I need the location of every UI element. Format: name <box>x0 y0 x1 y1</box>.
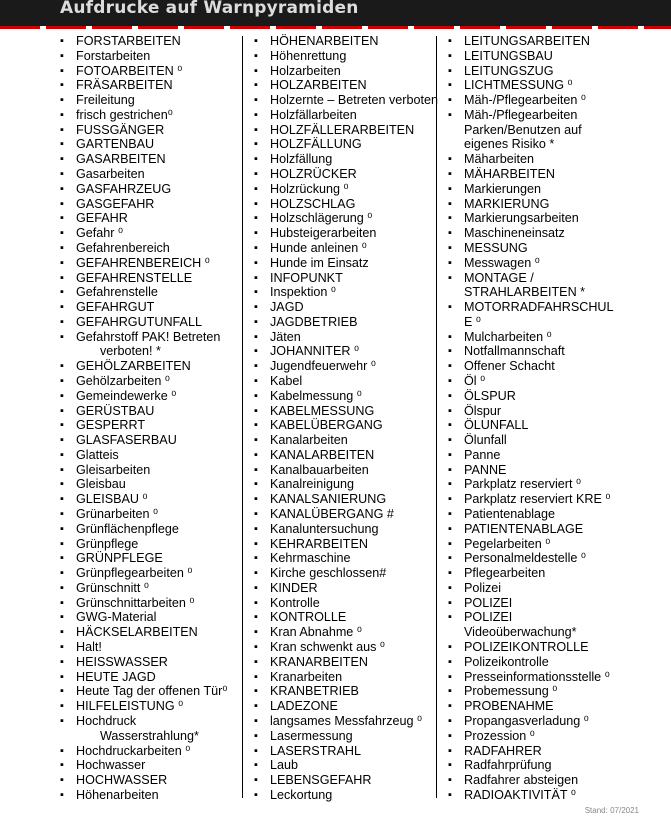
list-item: ▪ frisch gestrichen⁰ <box>60 108 255 123</box>
list-item: ▪ Kehrmaschine <box>254 551 449 566</box>
list-item: ▪ Kranarbeiten <box>254 670 449 685</box>
list-item: ▪ KRANARBEITEN <box>254 655 449 670</box>
list-item: ▪ KABELÜBERGANG <box>254 418 449 433</box>
list-item: ▪ GWG-Material <box>60 610 255 625</box>
list-item: ▪ Holzrückung ⁰ <box>254 182 449 197</box>
list-item: ▪ Gleisarbeiten <box>60 463 255 478</box>
list-item: ▪ Kanalbauarbeiten <box>254 463 449 478</box>
list-item: ▪ Lasermessung <box>254 729 449 744</box>
list-item: ▪ Pegelarbeiten ⁰ <box>448 537 643 552</box>
list-item: ▪ HOLZFÄLLERARBEITEN <box>254 123 449 138</box>
list-item: ▪ Kanalreinigung <box>254 477 449 492</box>
list-item: ▪ Laub <box>254 758 449 773</box>
list-item-line: ▪ MOTORRADFAHRSCHUL <box>464 300 614 315</box>
list-item: ▪ Forstarbeiten <box>60 49 255 64</box>
list-item: ▪ JAGD <box>254 300 449 315</box>
list-item: ▪ GLASFASERBAU <box>60 433 255 448</box>
list-item: ▪ Grünflächenpflege <box>60 522 255 537</box>
list-item: ▪ Markierungsarbeiten <box>448 211 643 226</box>
list-item <box>448 300 643 330</box>
list-item: ▪ LEBENSGEFAHR <box>254 773 449 788</box>
list-item: ▪ Halt! <box>60 640 255 655</box>
list-item: ▪ LEITUNGSARBEITEN <box>448 34 643 49</box>
list-item: ▪ Grünpflegearbeiten ⁰ <box>60 566 255 581</box>
list-item <box>448 610 643 640</box>
list-item: ▪ Hunde im Einsatz <box>254 256 449 271</box>
list-item: ▪ GERÜSTBAU <box>60 404 255 419</box>
list-item: ▪ Hochwasser <box>60 758 255 773</box>
list-item: ▪ GRÜNPFLEGE <box>60 551 255 566</box>
item-list <box>254 34 449 803</box>
stand-date: Stand: 07/2021 <box>584 806 639 815</box>
page-title: Aufdrucke auf Warnpyramiden <box>60 0 359 18</box>
list-item: ▪ KABELMESSUNG <box>254 404 449 419</box>
list-item: ▪ LEITUNGSBAU <box>448 49 643 64</box>
list-item-line: ▪ MONTAGE / <box>464 270 534 285</box>
column-3 <box>448 34 643 803</box>
list-item: ▪ Gefahrenbereich <box>60 241 255 256</box>
list-item-line: ▪ Hochdruck <box>76 713 137 728</box>
list-item: ▪ Gefahr ⁰ <box>60 226 255 241</box>
list-item: ▪ PATIENTENABLAGE <box>448 522 643 537</box>
list-item: ▪ Ölspur <box>448 404 643 419</box>
list-item: ▪ PROBENAHME <box>448 699 643 714</box>
list-item <box>448 271 643 301</box>
list-item: ▪ GARTENBAU <box>60 137 255 152</box>
list-item: ▪ HOCHWASSER <box>60 773 255 788</box>
list-item: ▪ Offener Schacht <box>448 359 643 374</box>
list-item: ▪ ÖLSPUR <box>448 389 643 404</box>
list-item: ▪ FRÄSARBEITEN <box>60 78 255 93</box>
list-item: ▪ GASFAHRZEUG <box>60 182 255 197</box>
list-item: ▪ GEFAHR <box>60 211 255 226</box>
list-item: ▪ GEFAHRGUTUNFALL <box>60 315 255 330</box>
list-item: ▪ Grünpflege <box>60 537 255 552</box>
list-item: ▪ GLEISBAU ⁰ <box>60 492 255 507</box>
list-item: ▪ FORSTARBEITEN <box>60 34 255 49</box>
list-item: ▪ GESPERRT <box>60 418 255 433</box>
list-item: ▪ KANALSANIERUNG <box>254 492 449 507</box>
list-item <box>60 330 255 360</box>
list-item: ▪ Freileitung <box>60 93 255 108</box>
list-item: ▪ KRANBETRIEB <box>254 684 449 699</box>
list-item: ▪ Parkplatz reserviert ⁰ <box>448 477 643 492</box>
list-item-line: eigenes Risiko * <box>464 137 555 152</box>
list-item-line: ▪ POLIZEI <box>464 610 513 625</box>
list-item: ▪ ÖLUNFALL <box>448 418 643 433</box>
list-item: ▪ Polizeikontrolle <box>448 655 643 670</box>
list-item: ▪ JAGDBETRIEB <box>254 315 449 330</box>
list-item: ▪ Grünarbeiten ⁰ <box>60 507 255 522</box>
list-item <box>448 108 643 152</box>
list-item: ▪ HOLZARBEITEN <box>254 78 449 93</box>
list-item-line: Parken/Benutzen auf <box>464 122 582 137</box>
list-item: ▪ MESSUNG <box>448 241 643 256</box>
list-item: ▪ KANALÜBERGANG # <box>254 507 449 522</box>
list-item: ▪ Mäharbeiten <box>448 152 643 167</box>
list-item: ▪ Patientenablage <box>448 507 643 522</box>
list-item: ▪ GASGEFAHR <box>60 197 255 212</box>
list-item: ▪ Messwagen ⁰ <box>448 256 643 271</box>
list-item: ▪ LEITUNGSZUG <box>448 64 643 79</box>
list-item: ▪ Radfahrer absteigen <box>448 773 643 788</box>
list-item: ▪ GEFAHRGUT <box>60 300 255 315</box>
list-item: ▪ Probemessung ⁰ <box>448 684 643 699</box>
list-item: ▪ Kirche geschlossen# <box>254 566 449 581</box>
list-item: ▪ FUSSGÄNGER <box>60 123 255 138</box>
list-item-line: ▪ Gefahrstoff PAK! Betreten <box>76 329 221 344</box>
list-item-line: STRAHLARBEITEN * <box>464 285 586 300</box>
list-item: ▪ LADEZONE <box>254 699 449 714</box>
item-list <box>60 34 255 803</box>
list-item: ▪ LICHTMESSUNG ⁰ <box>448 78 643 93</box>
list-item: ▪ Holzfällung <box>254 152 449 167</box>
list-item: ▪ Mäh-/Pflegearbeiten ⁰ <box>448 93 643 108</box>
list-item: ▪ Maschineneinsatz <box>448 226 643 241</box>
list-item: ▪ HÖHENARBEITEN <box>254 34 449 49</box>
list-item: ▪ KANALARBEITEN <box>254 448 449 463</box>
list-item: ▪ Polizei <box>448 581 643 596</box>
list-item: ▪ Holzarbeiten <box>254 64 449 79</box>
list-item-line: Wasserstrahlung* <box>100 728 199 743</box>
list-item: ▪ HEISSWASSER <box>60 655 255 670</box>
list-item: ▪ Gleisbau <box>60 477 255 492</box>
list-item: ▪ Gehölzarbeiten ⁰ <box>60 374 255 389</box>
list-item: ▪ Holzschlägerung ⁰ <box>254 211 449 226</box>
list-item: ▪ LASERSTRAHL <box>254 744 449 759</box>
list-item: ▪ Jäten <box>254 330 449 345</box>
list-item: ▪ Personalmeldestelle ⁰ <box>448 551 643 566</box>
header-bar <box>0 0 671 26</box>
list-item: ▪ RADFAHRER <box>448 744 643 759</box>
list-item: ▪ GEHÖLZARBEITEN <box>60 359 255 374</box>
list-item-line: ▪ Mäh-/Pflegearbeiten <box>464 107 578 122</box>
list-item: ▪ Höhenrettung <box>254 49 449 64</box>
list-item: ▪ Grünschnitt ⁰ <box>60 581 255 596</box>
list-item: ▪ HOLZRÜCKER <box>254 167 449 182</box>
column-2 <box>254 34 449 803</box>
list-item: ▪ Kran Abnahme ⁰ <box>254 625 449 640</box>
list-item: ▪ Heute Tag der offenen Tür⁰ <box>60 684 255 699</box>
list-item: ▪ PANNE <box>448 463 643 478</box>
list-item: ▪ Kanaluntersuchung <box>254 522 449 537</box>
list-item: ▪ Pflegearbeiten <box>448 566 643 581</box>
list-item: ▪ Kabelmessung ⁰ <box>254 389 449 404</box>
item-list <box>448 34 643 803</box>
list-item: ▪ Radfahrprüfung <box>448 758 643 773</box>
list-item: ▪ Leckortung <box>254 788 449 803</box>
list-item-line: verboten! * <box>100 344 161 359</box>
list-item: ▪ Jugendfeuerwehr ⁰ <box>254 359 449 374</box>
list-item: ▪ POLIZEI <box>448 596 643 611</box>
list-item: ▪ KONTROLLE <box>254 610 449 625</box>
list-item: ▪ KEHRARBEITEN <box>254 537 449 552</box>
list-item: ▪ POLIZEIKONTROLLE <box>448 640 643 655</box>
warning-stripe <box>0 26 671 29</box>
list-item: ▪ Notfallmannschaft <box>448 344 643 359</box>
list-item: ▪ Gemeindewerke ⁰ <box>60 389 255 404</box>
list-item: ▪ MARKIERUNG <box>448 197 643 212</box>
column-1 <box>60 34 255 803</box>
list-item: ▪ langsames Messfahrzeug ⁰ <box>254 714 449 729</box>
list-item: ▪ Holzernte – Betreten verboten <box>254 93 449 108</box>
list-item: ▪ HOLZSCHLAG <box>254 197 449 212</box>
list-item: ▪ Kontrolle <box>254 596 449 611</box>
list-item: ▪ Panne <box>448 448 643 463</box>
list-item: ▪ Inspektion ⁰ <box>254 285 449 300</box>
list-item: ▪ KINDER <box>254 581 449 596</box>
list-item <box>60 714 255 744</box>
list-item: ▪ Presseinformationsstelle ⁰ <box>448 670 643 685</box>
list-item: ▪ Hunde anleinen ⁰ <box>254 241 449 256</box>
list-item: ▪ Hubsteigerarbeiten <box>254 226 449 241</box>
list-item: ▪ GASARBEITEN <box>60 152 255 167</box>
list-item: ▪ FOTOARBEITEN ⁰ <box>60 64 255 79</box>
list-item: ▪ HÄCKSELARBEITEN <box>60 625 255 640</box>
list-item: ▪ Gefahrenstelle <box>60 285 255 300</box>
list-item: ▪ RADIOAKTIVITÄT ⁰ <box>448 788 643 803</box>
list-item: ▪ Prozession ⁰ <box>448 729 643 744</box>
list-item: ▪ Hochdruckarbeiten ⁰ <box>60 744 255 759</box>
list-item: ▪ INFOPUNKT <box>254 271 449 286</box>
list-item: ▪ Öl ⁰ <box>448 374 643 389</box>
list-item: ▪ Mulcharbeiten ⁰ <box>448 330 643 345</box>
list-item: ▪ Kran schwenkt aus ⁰ <box>254 640 449 655</box>
list-item: ▪ GEFAHRENSTELLE <box>60 271 255 286</box>
list-item: ▪ GEFAHRENBEREICH ⁰ <box>60 256 255 271</box>
list-item: ▪ Glatteis <box>60 448 255 463</box>
list-item: ▪ Höhenarbeiten <box>60 788 255 803</box>
list-item: ▪ Propangasverladung ⁰ <box>448 714 643 729</box>
list-item: ▪ JOHANNITER ⁰ <box>254 344 449 359</box>
list-item: ▪ Markierungen <box>448 182 643 197</box>
list-item: ▪ Gasarbeiten <box>60 167 255 182</box>
list-item: ▪ HEUTE JAGD <box>60 670 255 685</box>
list-item: ▪ HILFELEISTUNG ⁰ <box>60 699 255 714</box>
list-item: ▪ Ölunfall <box>448 433 643 448</box>
list-item: ▪ Grünschnittarbeiten ⁰ <box>60 596 255 611</box>
list-item: ▪ Kanalarbeiten <box>254 433 449 448</box>
list-item: ▪ Holzfällarbeiten <box>254 108 449 123</box>
list-item: ▪ MÄHARBEITEN <box>448 167 643 182</box>
list-item: ▪ HOLZFÄLLUNG <box>254 137 449 152</box>
list-item: ▪ Parkplatz reserviert KRE ⁰ <box>448 492 643 507</box>
list-item-line: Videoüberwachung* <box>464 625 577 640</box>
list-item: ▪ Kabel <box>254 374 449 389</box>
list-item-line: E ⁰ <box>464 314 481 329</box>
